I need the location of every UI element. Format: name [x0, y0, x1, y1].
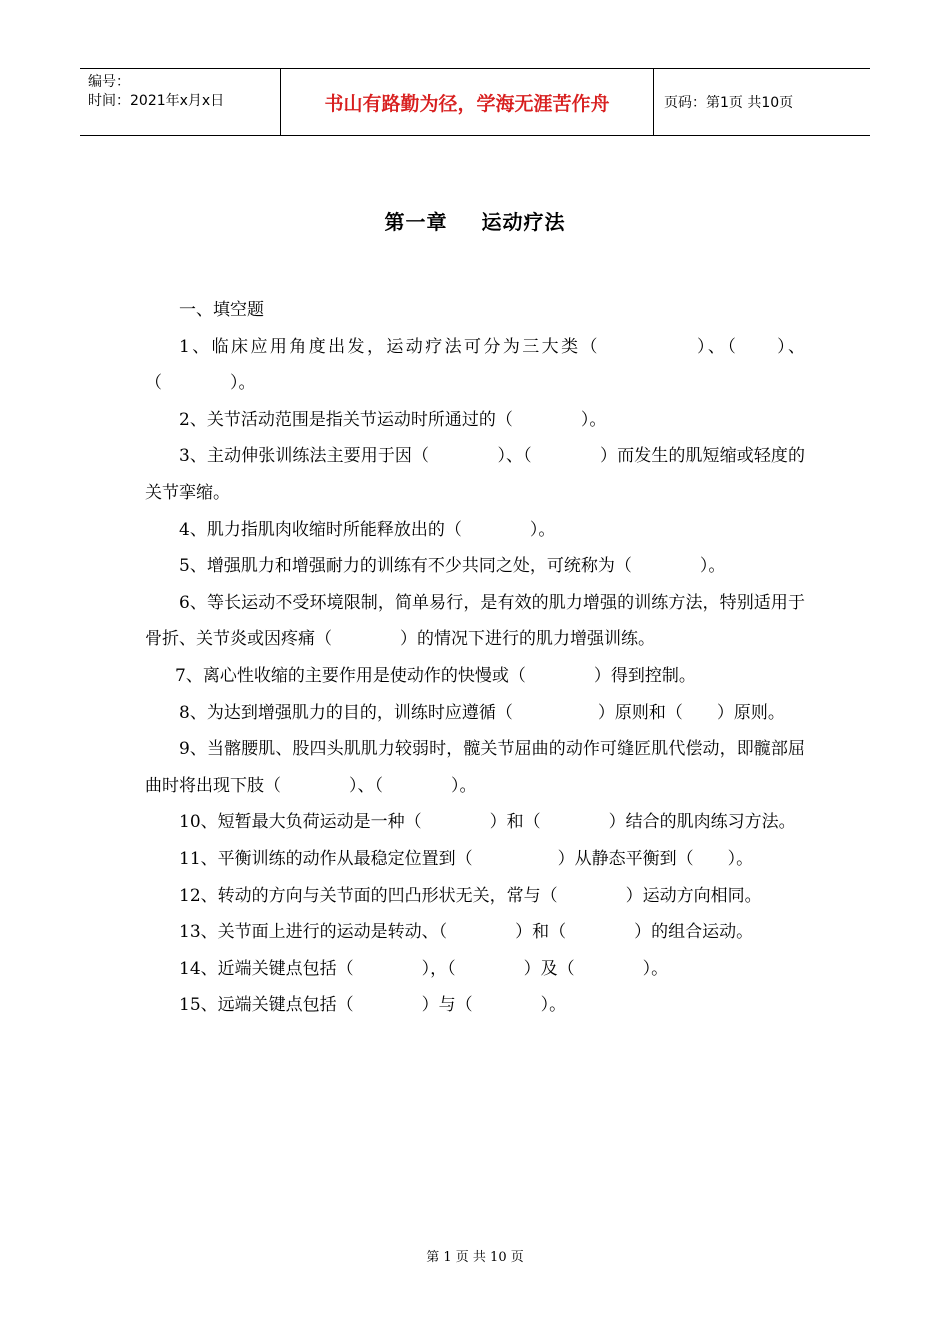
- question-14: 14、近端关键点包括（ ），（ ）及（ ）。: [179, 958, 669, 979]
- question-7: 7、离心性收缩的主要作用是使动作的快慢或（ ）得到控制。: [175, 665, 696, 686]
- section-title: 一、填空题: [179, 300, 264, 320]
- question-12: 12、转动的方向与关节面的凹凸形状无关，常与（ ）运动方向相同。: [179, 885, 762, 906]
- question-9: 9、当髂腰肌、股四头肌肌力较弱时，髋关节屈曲的动作可缝匠肌代偿动，即髋部屈曲时将出现下肢（ ）、（ ）。: [145, 739, 805, 796]
- time-label: 时间：2021年x月x日: [88, 93, 225, 109]
- page-footer: 第 1 页 共 10 页: [426, 1250, 524, 1265]
- question-11: 11、平衡训练的动作从最稳定位置到（ ）从静态平衡到（ ）。: [179, 848, 754, 869]
- chapter-title: [0, 206, 950, 235]
- header-meta: [80, 69, 281, 135]
- question-8: 8、为达到增强肌力的目的，训练时应遵循（ ）原则和（ ）原则。: [179, 702, 785, 723]
- question-5: 5、增强肌力和增强耐力的训练有不少共同之处，可统称为（ ）。: [179, 556, 726, 577]
- question-3: 3、主动伸张训练法主要用于因（ ）、（ ）而发生的肌短缩或轻度的关节挛缩。: [145, 446, 805, 503]
- document-body: [145, 292, 805, 1024]
- question-13: 13、关节面上进行的运动是转动、（ ）和（ ）的组合运动。: [179, 922, 754, 943]
- question-10: 10、短暂最大负荷运动是一种（ ）和（ ）结合的肌肉练习方法。: [179, 812, 796, 833]
- chapter-number: 第一章: [384, 210, 448, 234]
- question-15: 15、远端关键点包括（ ）与（ ）。: [179, 995, 567, 1016]
- header-motto: 书山有路勤为径，学海无涯苦作舟: [281, 69, 654, 135]
- header-page-info: 页码：第1页 共10页: [664, 95, 794, 111]
- question-1: 1、临床应用角度出发，运动疗法可分为三大类（ ）、（ ）、（ ）。: [145, 336, 805, 394]
- question-2: 2、关节活动范围是指关节运动时所通过的（ ）。: [179, 409, 607, 430]
- page-header: [80, 68, 870, 136]
- question-4: 4、肌力指肌肉收缩时所能释放出的（ ）。: [179, 519, 556, 540]
- question-6: 6、等长运动不受环境限制，简单易行，是有效的肌力增强的训练方法，特别适用于骨折、关节炎或因疼痛（ ）的情况下进行的肌力增强训练。: [145, 592, 805, 650]
- chapter-name: 运动疗法: [481, 210, 566, 234]
- number-label: 编号：: [88, 74, 130, 90]
